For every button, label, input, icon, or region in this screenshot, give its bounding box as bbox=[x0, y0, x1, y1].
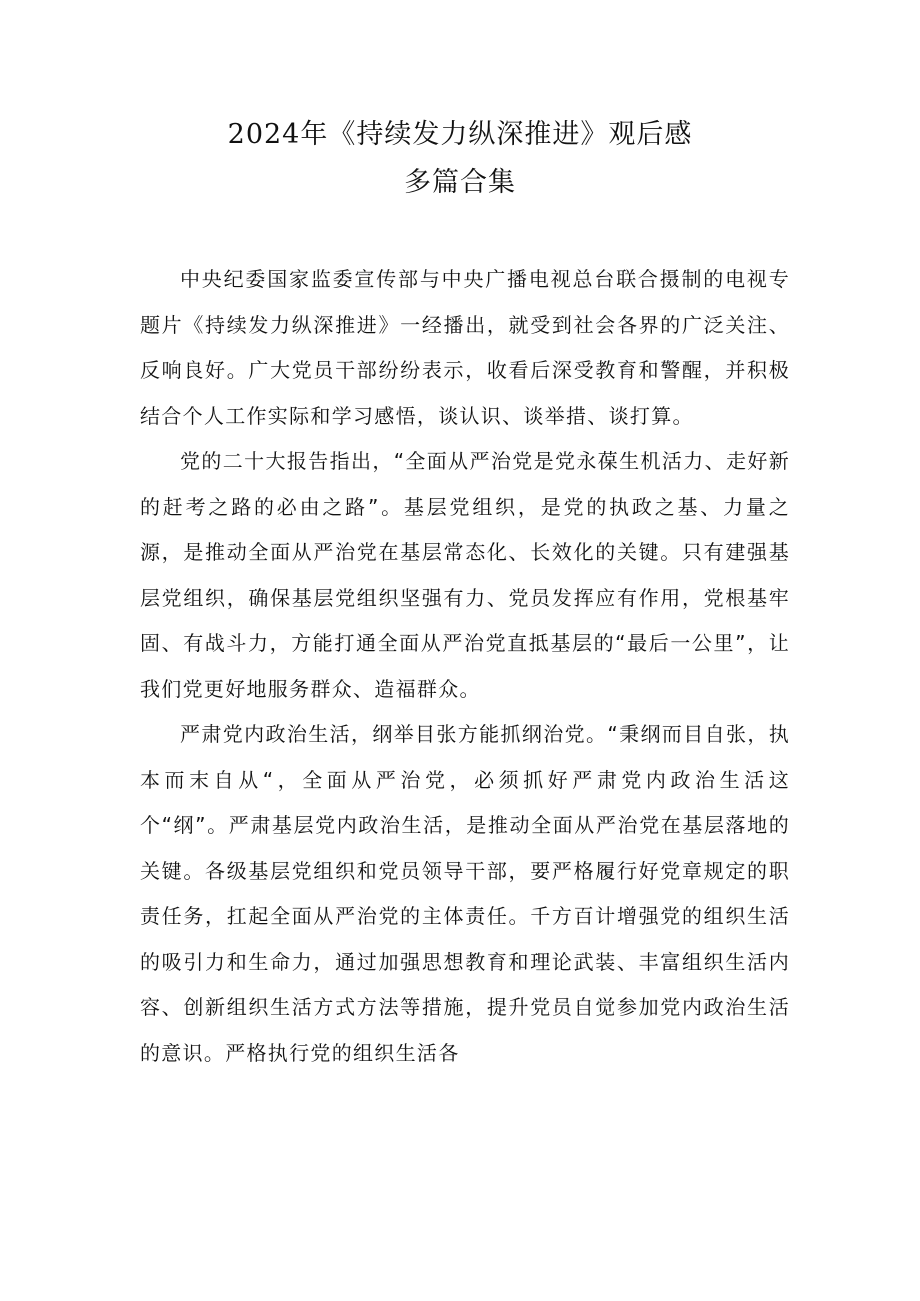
document-body bbox=[140, 257, 790, 1076]
paragraph: 党的二十大报告指出，“全面从严治党是党永葆生机活力、走好新的赶考之路的必由之路”。基层党组织，是党的执政之基、力量之源，是推动全面从严治党在基层常态化、长效化的关键。只有建强基层党组织，确保基层党组织坚强有力、党员发挥应有作用，党根基牢固、有战斗力，方能打通全面从严治党直抵基层的“最后一公里”，让我们党更好地服务群众、造福群众。 bbox=[140, 449, 790, 701]
document-title: 2024年《持续发力纵深推进》观后感 bbox=[227, 119, 693, 150]
paragraph: 中央纪委国家监委宣传部与中央广播电视总台联合摄制的电视专题片《持续发力纵深推进》一经播出，就受到社会各界的广泛关注、反响良好。广大党员干部纷纷表示，收看后深受教育和警醒，并积极结合个人工作实际和学习感悟，谈认识、谈举措、谈打算。 bbox=[140, 267, 790, 428]
document-subtitle: 多篇合集 bbox=[404, 167, 516, 198]
paragraph: 严肃党内政治生活，纲举目张方能抓纲治党。“秉纲而目自张，执本而末自从“，全面从严治党，必须抓好严肃党内政治生活这个“纲”。严肃基层党内政治生活，是推动全面从严治党在基层落地的关键。各级基层党组织和党员领导干部，要严格履行好党章规定的职责任务，扛起全面从严治党的主体责任。千方百计增强党的组织生活的吸引力和生命力，通过加强思想教育和理论武装、丰富组织生活内容、创新组织生活方式方法等措施，提升党员自觉参加党内政治生活的意识。严格执行党的组织生活各 bbox=[140, 722, 790, 1065]
